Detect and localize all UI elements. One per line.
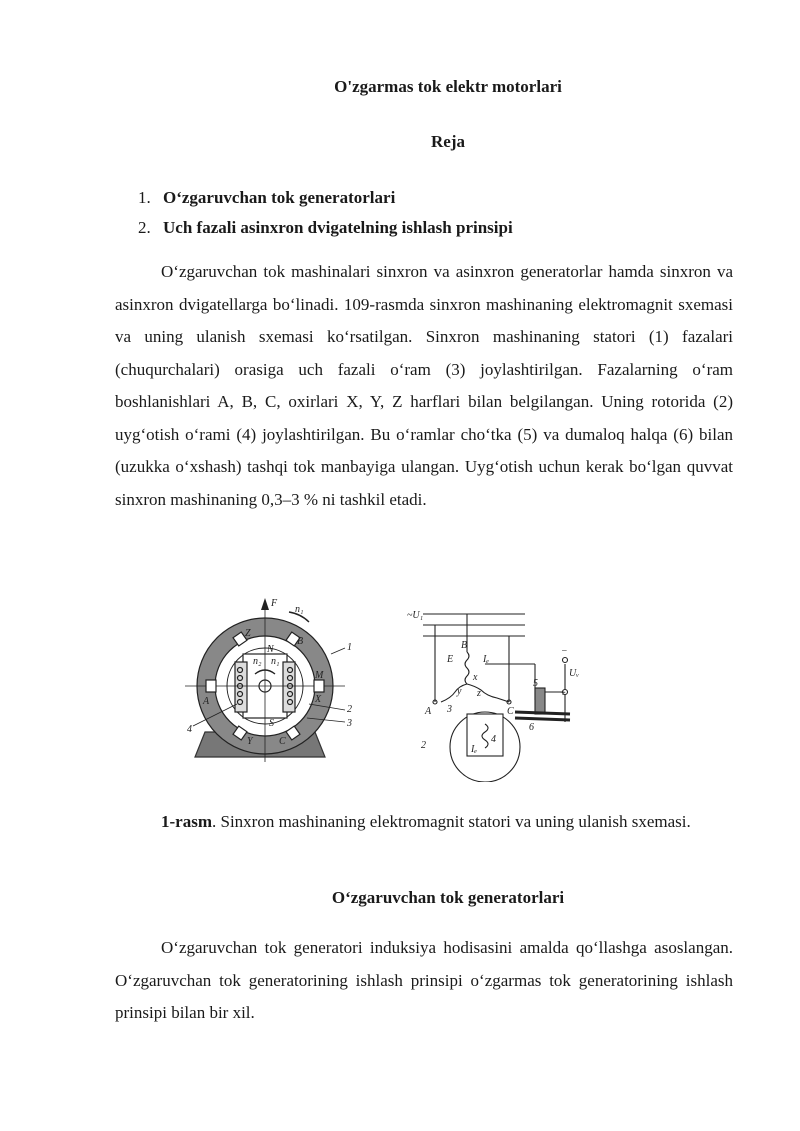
label-U1: ~U₁ [407, 610, 424, 621]
document-title: O'zgarmas tok elektr motorlari [334, 77, 562, 96]
plan-item [138, 213, 513, 243]
label-B: B [297, 636, 304, 647]
label-2: 2 [347, 704, 352, 715]
label-right-C: C [507, 706, 514, 717]
paragraph-intro-text: O‘zgaruvchan tok mashinalari sinxron va asinxron generatorlar hamda sinxron va asinxron dvigatellarga bo‘linadi. 109-rasmda sinxron mashinaning elektromagnit sxemasi va uning ulanish sxemasi ko‘rsatilgan. Sinxron mashinaning statori (1) fazalari (chuqurchalari) orasiga uch fazali o‘ram (3) joylashtirilgan. Fazalarning o‘ram boshlanishlari A, B, C, oxirlari X, Y, Z harflari bilan belgilangan. Uning rotorida (2) uyg‘otish o‘rami (4) joylashtirilgan. Bu o‘ramlar cho‘tka (5) va dumaloq halqa (6) bilan (uzukka o‘xshash) tashqi tok manbayiga ulangan. Uyg‘otish uchun kerak bo‘lgan quvvat sinxron mashinaning 0,3–3 % ni tashkil etadi. [115, 262, 733, 509]
label-5: 5 [533, 678, 538, 689]
label-right-A: A [425, 706, 432, 717]
label-right-4: 4 [491, 734, 496, 745]
plan-item-text: O‘zgaruvchan tok generatorlari [163, 188, 396, 207]
label-right-B: B [461, 640, 468, 651]
label-C: C [279, 736, 286, 747]
plan-item [138, 183, 513, 213]
force-arrow-icon [261, 598, 269, 610]
label-plus: + [560, 688, 566, 699]
section-heading: O‘zgaruvchan tok generatorlari [331, 888, 565, 907]
label-A: A [203, 696, 210, 707]
label-n1: n₁ [295, 604, 304, 615]
label-Y: Y [247, 736, 253, 747]
label-minus: − [561, 646, 568, 657]
label-4: 4 [187, 724, 192, 735]
paragraph-intro [115, 256, 733, 516]
label-n1b: n₁ [271, 656, 280, 667]
label-n2: n₂ [253, 656, 262, 667]
plan-item-text: Uch fazali asinxron dvigatelning ishlash prinsipi [163, 218, 513, 237]
paragraph-generator [115, 932, 733, 1030]
label-y: y [457, 686, 462, 697]
synchronous-machine-figure [185, 592, 580, 782]
figure-caption [115, 806, 733, 838]
label-Iv: Iₑ [471, 744, 477, 755]
label-right-2: 2 [421, 740, 426, 751]
label-E: E [447, 654, 454, 665]
label-6: 6 [529, 722, 534, 733]
paragraph-generator-text: O‘zgaruvchan tok generatori induksiya hodisasini amalda qo‘llashga asoslangan. O‘zgaruvchan tok generatorining ishlash prinsipi o‘zgarmas tok generatorining ishlash prinsipi bilan bir xil. [115, 938, 733, 1022]
label-S: S [269, 718, 274, 729]
caption-label: 1-rasm [161, 812, 212, 831]
plan-list [138, 183, 513, 243]
label-z: z [477, 688, 481, 699]
label-F: F [271, 598, 278, 609]
label-right-3: 3 [447, 704, 452, 715]
label-3: 3 [347, 718, 352, 729]
label-x: x [473, 672, 478, 683]
plan-heading: Reja [431, 132, 465, 151]
label-Z: Z [245, 628, 251, 639]
caption-text: . Sinxron mashinaning elektromagnit statori va uning ulanish sxemasi. [211, 812, 691, 831]
label-X: X [315, 694, 322, 705]
label-N: N [267, 644, 274, 655]
machine-cross-section [185, 606, 345, 762]
connection-scheme [423, 614, 570, 782]
plan-item-number: 2. [138, 218, 151, 237]
label-Ie: Iₑ [483, 654, 489, 665]
plan-item-number: 1. [138, 188, 151, 207]
label-Uv: Uᵥ [569, 668, 580, 679]
label-1: 1 [347, 642, 352, 653]
label-M: M [315, 670, 324, 681]
